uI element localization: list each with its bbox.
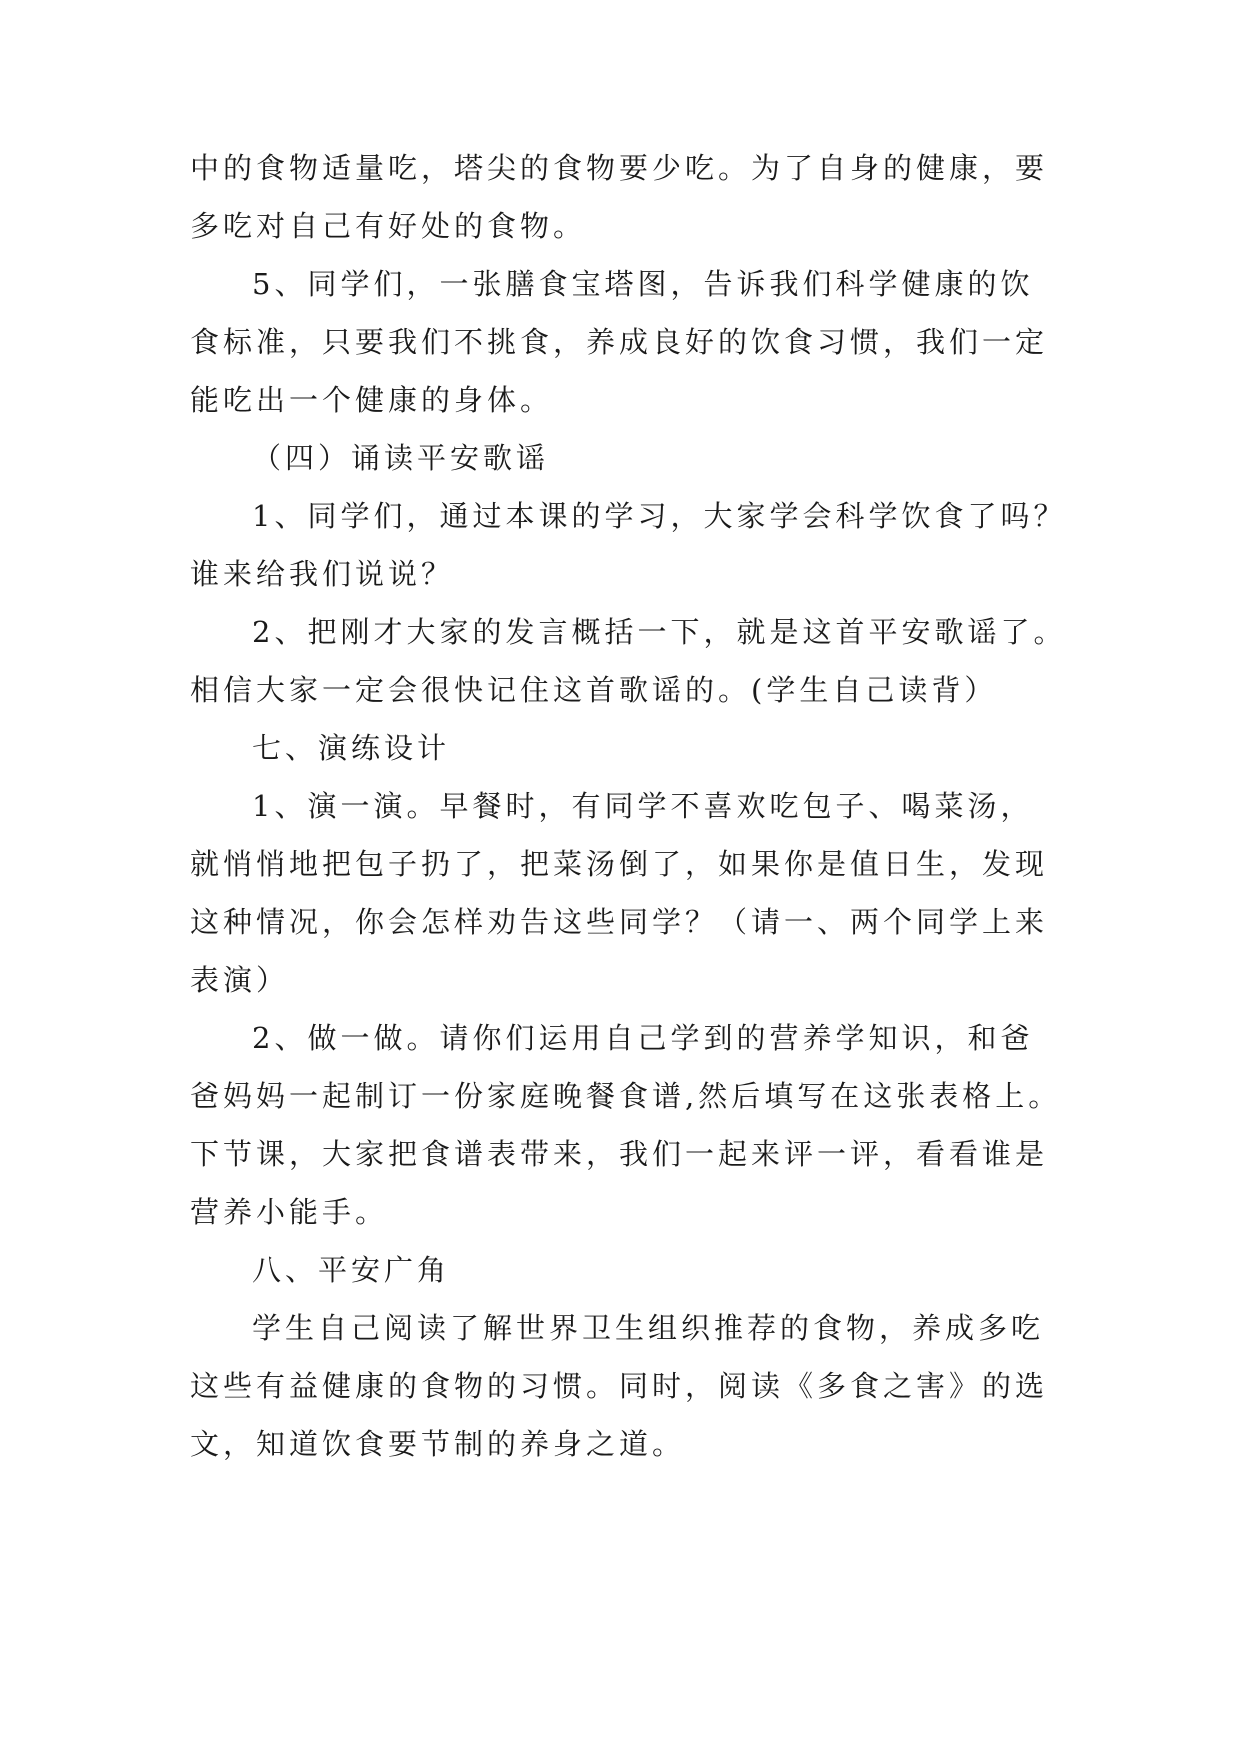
text-line: 这种情况，你会怎样劝告这些同学？（请一、两个同学上来 <box>190 905 1049 939</box>
text-line: 2、把刚才大家的发言概括一下，就是这首平安歌谣了。 <box>252 615 1067 649</box>
text-line: 就悄悄地把包子扔了，把菜汤倒了，如果你是值日生，发现 <box>190 847 1049 881</box>
text-line: 多吃对自己有好处的食物。 <box>190 209 587 243</box>
section-heading: 七、演练设计 <box>252 731 451 765</box>
text-line: 表演） <box>190 963 290 997</box>
text-line: 谁来给我们说说？ <box>190 557 455 591</box>
text-line: 2、做一做。请你们运用自己学到的营养学知识，和爸 <box>252 1021 1034 1055</box>
text-line: 1、演一演。早餐时，有同学不喜欢吃包子、喝菜汤， <box>252 789 1034 823</box>
section-heading: （四）诵读平安歌谣 <box>252 441 550 475</box>
text-line: 文，知道饮食要节制的养身之道。 <box>190 1427 686 1461</box>
text-line: 能吃出一个健康的身体。 <box>190 383 554 417</box>
text-line: 爸妈妈一起制订一份家庭晚餐食谱,然后填写在这张表格上。 <box>190 1079 1062 1113</box>
text-line: 学生自己阅读了解世界卫生组织推荐的食物，养成多吃 <box>252 1311 1045 1345</box>
text-line: 这些有益健康的食物的习惯。同时，阅读《多食之害》的选 <box>190 1369 1049 1403</box>
text-line: 营养小能手。 <box>190 1195 389 1229</box>
text-line: 相信大家一定会很快记住这首歌谣的。(学生自己读背） <box>190 673 998 707</box>
text-line: 1、同学们，通过本课的学习，大家学会科学饮食了吗？ <box>252 499 1067 533</box>
text-line: 5、同学们，一张膳食宝塔图，告诉我们科学健康的饮 <box>252 267 1034 301</box>
section-heading: 八、平安广角 <box>252 1253 451 1287</box>
text-line: 食标准，只要我们不挑食，养成良好的饮食习惯，我们一定 <box>190 325 1049 359</box>
text-line: 中的食物适量吃，塔尖的食物要少吃。为了自身的健康，要 <box>190 151 1049 185</box>
text-line: 下节课，大家把食谱表带来，我们一起来评一评，看看谁是 <box>190 1137 1049 1171</box>
